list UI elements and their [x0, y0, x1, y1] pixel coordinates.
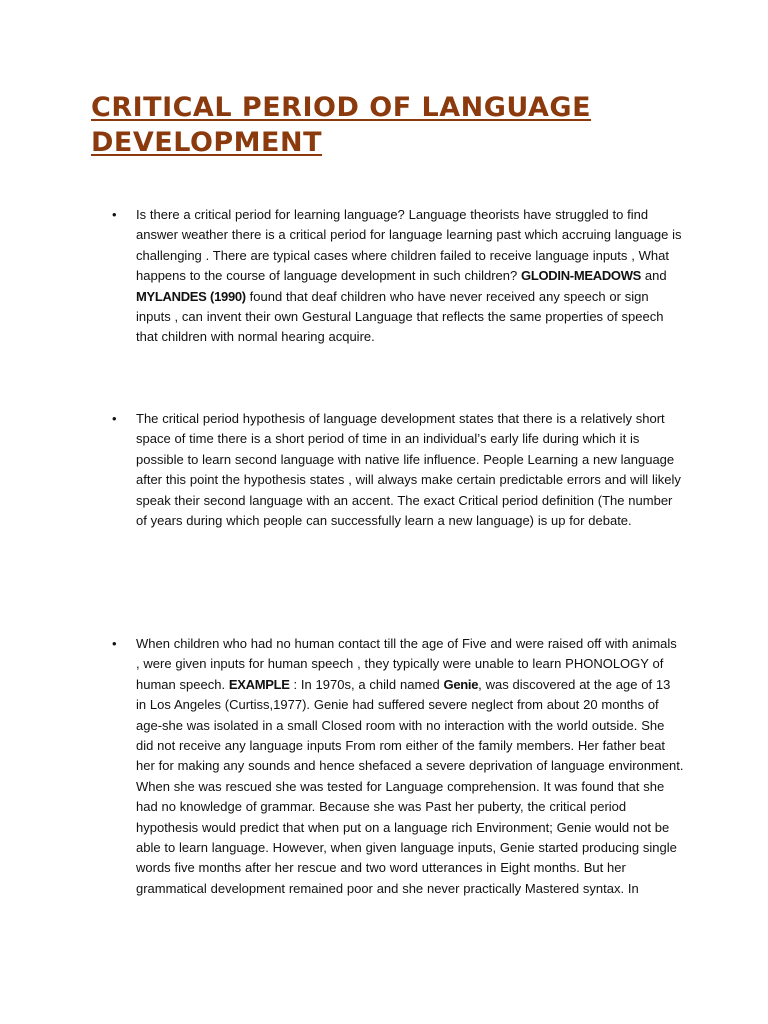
paragraph: [136, 409, 684, 531]
body-text: : In 1970s, a child named: [289, 676, 444, 692]
paragraph: [136, 634, 684, 899]
body-text: and: [641, 268, 667, 284]
bullet-icon: •: [112, 411, 117, 426]
document-title: CRITICAL PERIOD OF LANGUAGE DEVELOPMENT: [91, 92, 592, 158]
bold-text: GLODIN-MEADOWS: [521, 268, 642, 284]
bullet-icon: •: [112, 207, 117, 222]
bullet-icon: •: [112, 636, 117, 651]
body-text: found that deaf children who have never received any speech or sign inputs , can invent their own Gestural Language that reflects the same properties of speech that children with normal hearing acquire.: [136, 288, 664, 345]
body-text: , was discovered at the age of 13 in Los Angeles (Curtiss,1977). Genie had suffered severe neglect from about 20 months of age-she was isolated in a small Closed room with no interaction with the world outside. She did not receive any language inputs From rom either of the family members. Her father beat her for making any sounds and hence shefaced a severe deprivation of language environment. When she was rescued she was tested for Language comprehension. It was found that she had no knowledge of grammar. Because she was Past her puberty, the critical period hypothesis would predict that when put on a language rich Environment; Genie would not be able to learn language. However, when given language inputs, Genie started producing single words five months after her rescue and two word utterances in Eight months. But her grammatical development remained poor and she never practically Mastered syntax. In: [136, 676, 684, 896]
paragraph: [136, 205, 684, 348]
body-text: When children who had no human contact till the age of Five and were raised off with animals , were given inputs for human speech , they typically were unable to learn PHONOLOGY of human speech.: [136, 636, 677, 692]
bold-text: Genie: [443, 676, 479, 692]
body-text: Is there a critical period for learning language? Language theorists have struggled to find answer weather there is a critical period for language learning past which accruing language is challenging . There are typical cases where children failed to receive language inputs , What happens to the course of language development in such children?: [136, 207, 682, 284]
body-text: The critical period hypothesis of language development states that there is a relatively short space of time there is a short period of time in an individual’s early life during which it is possible to learn second language with native life influence. People Learning a new language after this point the hypothesis states , will always make certain predictable errors and will likely speak their second language with an accent. The exact Critical period definition (The number of years during which people can successfully learn a new language) is up for debate.: [136, 411, 681, 529]
bold-text: EXAMPLE: [228, 676, 290, 692]
bold-text: MYLANDES (1990): [136, 288, 246, 304]
